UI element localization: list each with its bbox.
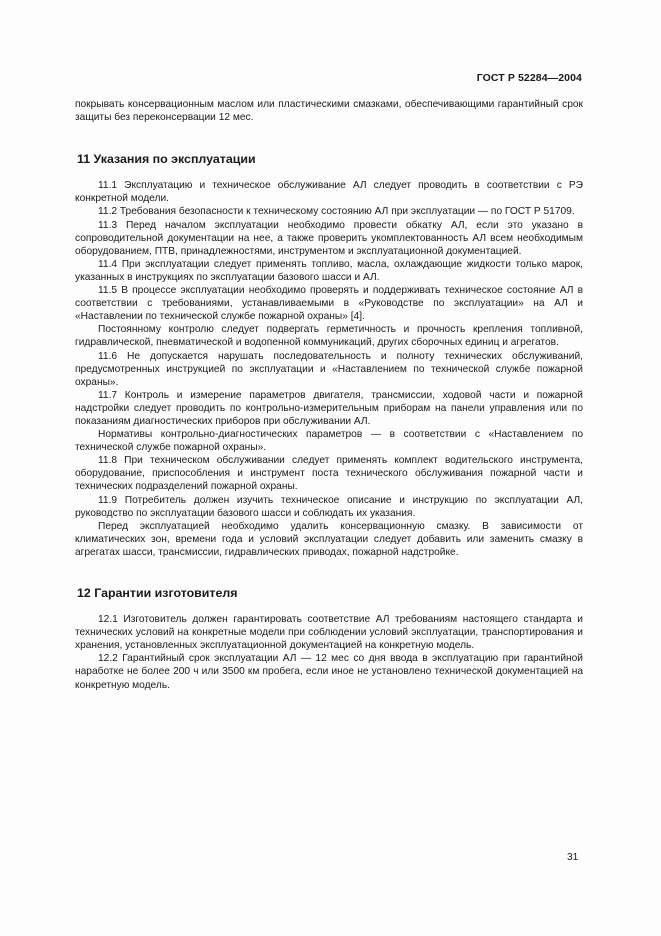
paragraph-11-4: 11.4 При эксплуатации следует применять топливо, масла, охлаждающие жидкости только марок, указанных в инструкциях по эксплуатации базового шасси и АЛ. — [75, 258, 583, 283]
paragraph-11-5-continued: Постоянному контролю следует подвергать герметичность и прочность крепления топливной, гидравлической, пневматической и водопенной коммуникаций, других сборочных единиц и агрегатов. — [75, 324, 583, 349]
paragraph-11-7: 11.7 Контроль и измерение параметров двигателя, трансмиссии, ходовой части и пожарной надстройки следует проводить по контрольно-измерительным приборам на панели управления или по показаниям диагностических приборов при обслуживании АЛ. — [75, 389, 583, 427]
section-12-content — [75, 613, 583, 692]
paragraph-12-1: 12.1 Изготовитель должен гарантировать соответствие АЛ требованиям настоящего стандарта и технических условий на конкретные модели при соблюдении условий эксплуатации, транспортирования и хранения, установленных эксплуатационной документацией на конкретную модель. — [75, 614, 583, 652]
paragraph-11-2: 11.2 Требования безопасности к техническому состоянию АЛ при эксплуатации — по ГОСТ Р 51709. — [98, 206, 575, 218]
paragraph-11-9-continued: Перед эксплуатацией необходимо удалить консервационную смазку. В зависимости от климатических зон, времени года и условий эксплуатации следует добавить или заменить смазку в агрегатах шасси, трансмиссии, гидравлических приводах, пожарной надстройке. — [75, 520, 583, 558]
section-11-content — [75, 179, 583, 559]
paragraph-12-2: 12.2 Гарантийный срок эксплуатации АЛ — 12 мес со дня ввода в эксплуатацию при гарантийной наработке не более 200 ч или 3500 км пробега, если иное не установлено технической документацией на конкретную модель. — [75, 653, 583, 691]
paragraph-11-9: 11.9 Потребитель должен изучить техническое описание и инструкцию по эксплуатации АЛ, руководство по эксплуатации базового шасси и соблюдать их указания. — [75, 494, 583, 519]
page-number: 31 — [567, 852, 579, 863]
paragraph-11-6: 11.6 Не допускается нарушать последовательность и полноту технических обслуживаний, предусмотренных инструкцией по эксплуатации и «Наставлением по технической службе пожарной охраны». — [75, 350, 583, 388]
paragraph-11-5: 11.5 В процессе эксплуатации необходимо проверять и поддерживать техническое состояние АЛ в соответствии с требованиями, устанавливаемыми в «Руководстве по эксплуатации» на АЛ и «Наставлении по технической службе пожарной охраны» [4]. — [75, 285, 583, 323]
paragraph-11-1: 11.1 Эксплуатацию и техническое обслуживание АЛ следует проводить в соответствии с РЭ конкретной модели. — [75, 180, 583, 205]
section-12-title: 12 Гарантии изготовителя — [77, 586, 238, 600]
section-11-title: 11 Указания по эксплуатации — [77, 152, 256, 167]
standard-header: ГОСТ Р 52284—2004 — [476, 72, 582, 84]
document-body — [75, 98, 583, 692]
paragraph-11-7-continued: Нормативы контрольно-диагностических параметров — в соответствии с «Наставлением по технической службе пожарной охраны». — [75, 429, 583, 454]
paragraph-11-8: 11.8 При техническом обслуживании следует применять комплект водительского инструмента, оборудование, приспособления и инструмент поста технического обслуживания пожарной части и технических подразделений пожарной охраны. — [75, 455, 583, 493]
intro-paragraph: покрывать консервационным маслом или пластическими смазками, обеспечивающими гарантийный срок защиты без переконсервации 12 мес. — [75, 99, 583, 124]
paragraph-11-3: 11.3 Перед началом эксплуатации необходимо провести обкатку АЛ, если это указано в сопроводительной документации на нее, а также проверить укомплектованность АЛ всем необходимым оборудованием, ПТВ, принадлежностями, инструментом и эксплуатационной документацией. — [75, 219, 583, 257]
